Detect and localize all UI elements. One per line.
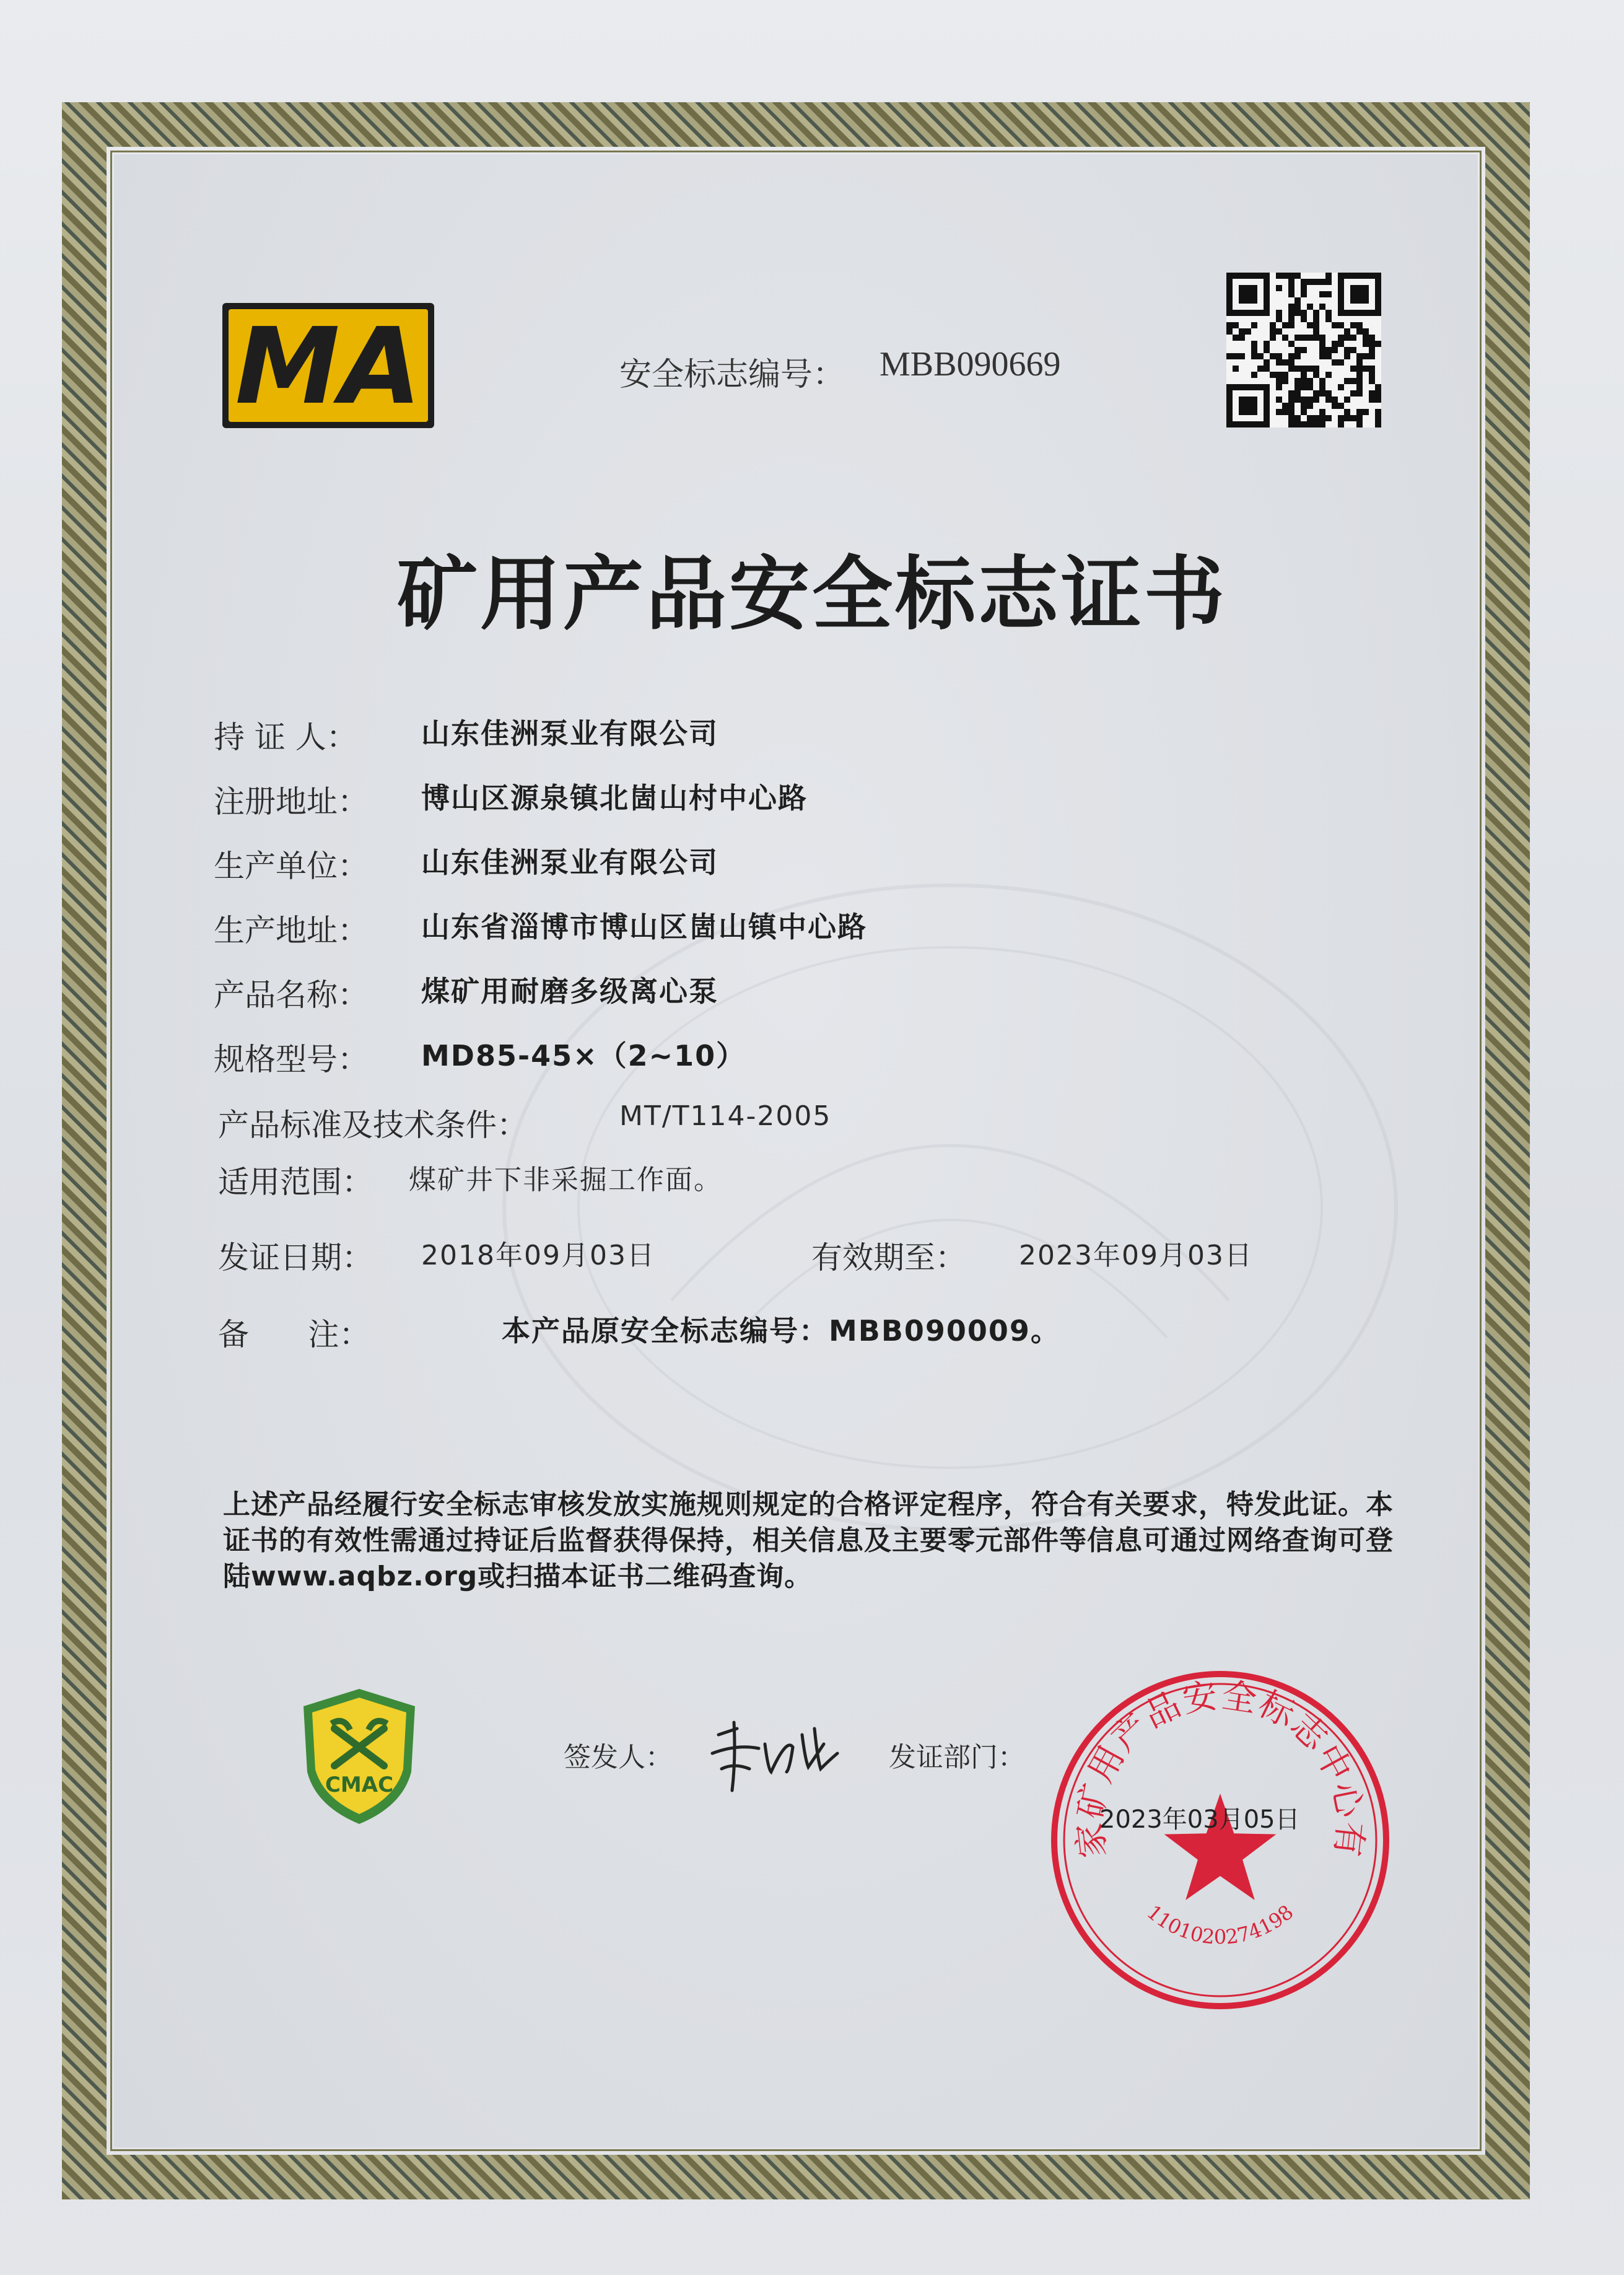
production-address-label: 生产地址： <box>214 913 369 949</box>
handwritten-signature <box>700 1710 842 1797</box>
certificate-title: 矿用产品安全标志证书 <box>396 547 1227 641</box>
official-seal-stamp <box>1047 1667 1394 2014</box>
issue-date-value: 2018年09月03日 <box>421 1240 655 1271</box>
cmac-emblem <box>297 1685 421 1828</box>
ma-logo-text: MA <box>235 305 422 428</box>
qr-code-icon[interactable] <box>1226 273 1381 427</box>
production-address-value: 山东省淄博市博山区崮山镇中心路 <box>421 910 867 944</box>
issue-date-label: 发证日期： <box>218 1240 373 1276</box>
certificate-statement: 上述产品经履行安全标志审核发放实施规则规定的合格评定程序，符合有关要求，特发此证。本证书的有效性需通过持证后监督获得保持，相关信息及主要零元部件等信息可通过网络查询可登陆www.aqbz.org或扫描本证书二维码查询。 <box>223 1489 1394 1592</box>
manufacturer-value: 山东佳洲泵业有限公司 <box>421 846 718 879</box>
standard-value: MT/T114-2005 <box>619 1100 832 1132</box>
product-name-value: 煤矿用耐磨多级离心泵 <box>421 975 718 1008</box>
stamp-ring-text: 家矿用产品安全标志中心有 <box>1070 1675 1371 1860</box>
remark-value: 本产品原安全标志编号：MBB090009。 <box>502 1314 1060 1348</box>
signer-label: 签发人： <box>564 1742 673 1773</box>
ma-logo <box>220 300 437 431</box>
remark-label: 备 注： <box>218 1317 370 1352</box>
issue-department-date: 2023年03月05日 <box>1099 1805 1300 1834</box>
certificate-number-value: MBB090669 <box>880 345 1061 384</box>
cmac-text: CMAC <box>325 1773 394 1797</box>
scope-value: 煤矿井下非采掘工作面。 <box>409 1164 722 1196</box>
model-value: MD85-45×（2~10） <box>421 1039 746 1072</box>
expiry-date-label: 有效期至： <box>811 1240 966 1276</box>
expiry-date-value: 2023年09月03日 <box>1019 1240 1253 1271</box>
model-label: 规格型号： <box>214 1041 369 1077</box>
certificate-number-label: 安全标志编号： <box>619 356 845 393</box>
scope-label: 适用范围： <box>218 1164 373 1200</box>
registered-address-label: 注册地址： <box>214 784 369 820</box>
holder-label: 持 证 人： <box>214 719 357 755</box>
manufacturer-label: 生产单位： <box>214 848 369 884</box>
stamp-number: 1101020274198 <box>1142 1900 1298 1949</box>
holder-value: 山东佳洲泵业有限公司 <box>421 717 718 750</box>
registered-address-value: 博山区源泉镇北崮山村中心路 <box>421 781 808 815</box>
standard-label: 产品标准及技术条件： <box>218 1107 528 1143</box>
product-name-label: 产品名称： <box>214 977 369 1013</box>
issuing-department-label: 发证部门： <box>889 1742 1025 1773</box>
